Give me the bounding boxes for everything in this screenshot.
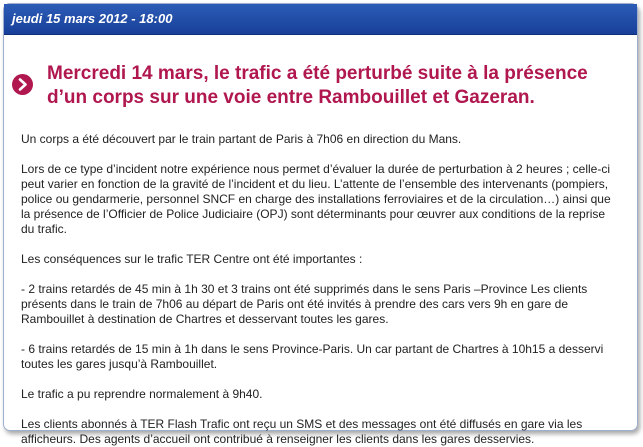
paragraph-experience: Lors de ce type d’incident notre expérience nous permet d’évaluer la durée de perturbation à 2 heures ; celle-ci peut varier en fonction de la gravité de l’incident et du lieu. L’attente de l’ensemble des intervenants (pompiers, police ou gendarmerie, personnel SNCF en charge des installations ferroviaires et de la circulation…) ainsi que la présence de l’Officier de Police Judiciaire (OPJ) sont déterminants pour œuvrer aux conditions de la reprise du trafic.: [21, 162, 611, 236]
article-body: [4, 132, 637, 447]
paragraph-province-paris: - 6 trains retardés de 15 min à 1h dans le sens Province-Paris. Un car partant de Chartres à 10h15 a desservi toutes les gares jusqu’à Rambouillet.: [21, 342, 604, 371]
news-card: [3, 3, 638, 446]
paragraph-discovery: Un corps a été découvert par le train partant de Paris à 7h06 en direction du Mans.: [21, 132, 462, 146]
paragraph-resumption: Le trafic a pu reprendre normalement à 9h40.: [21, 387, 263, 401]
date-header: [4, 4, 637, 35]
article-title: Mercredi 14 mars, le trafic a été perturbé suite à la présence d’un corps sur une voie entre Rambouillet et Gazeran.: [47, 63, 588, 108]
paragraph-consequences: Les conséquences sur le trafic TER Centre ont été importantes :: [21, 252, 363, 266]
article-title-row: [4, 62, 637, 110]
paragraph-information: Les clients abonnés à TER Flash Trafic ont reçu un SMS et des messages ont été diffusés en gare via les afficheurs. Des agents d’accueil ont contribué à renseigner les clients dans les gares desservies.: [21, 417, 583, 446]
paragraph-paris-province: - 2 trains retardés de 45 min à 1h 30 et 3 trains ont été supprimés dans le sens Paris –Province Les clients présents dans le train de 7h06 au départ de Paris ont été invités à prendre des cars vers 9h en gare de Rambouillet à destination de Chartres et desservant toutes les gares.: [21, 282, 588, 326]
date-label: jeudi 15 mars 2012 - 18:00: [12, 11, 173, 26]
chevron-right-icon: [12, 74, 33, 95]
